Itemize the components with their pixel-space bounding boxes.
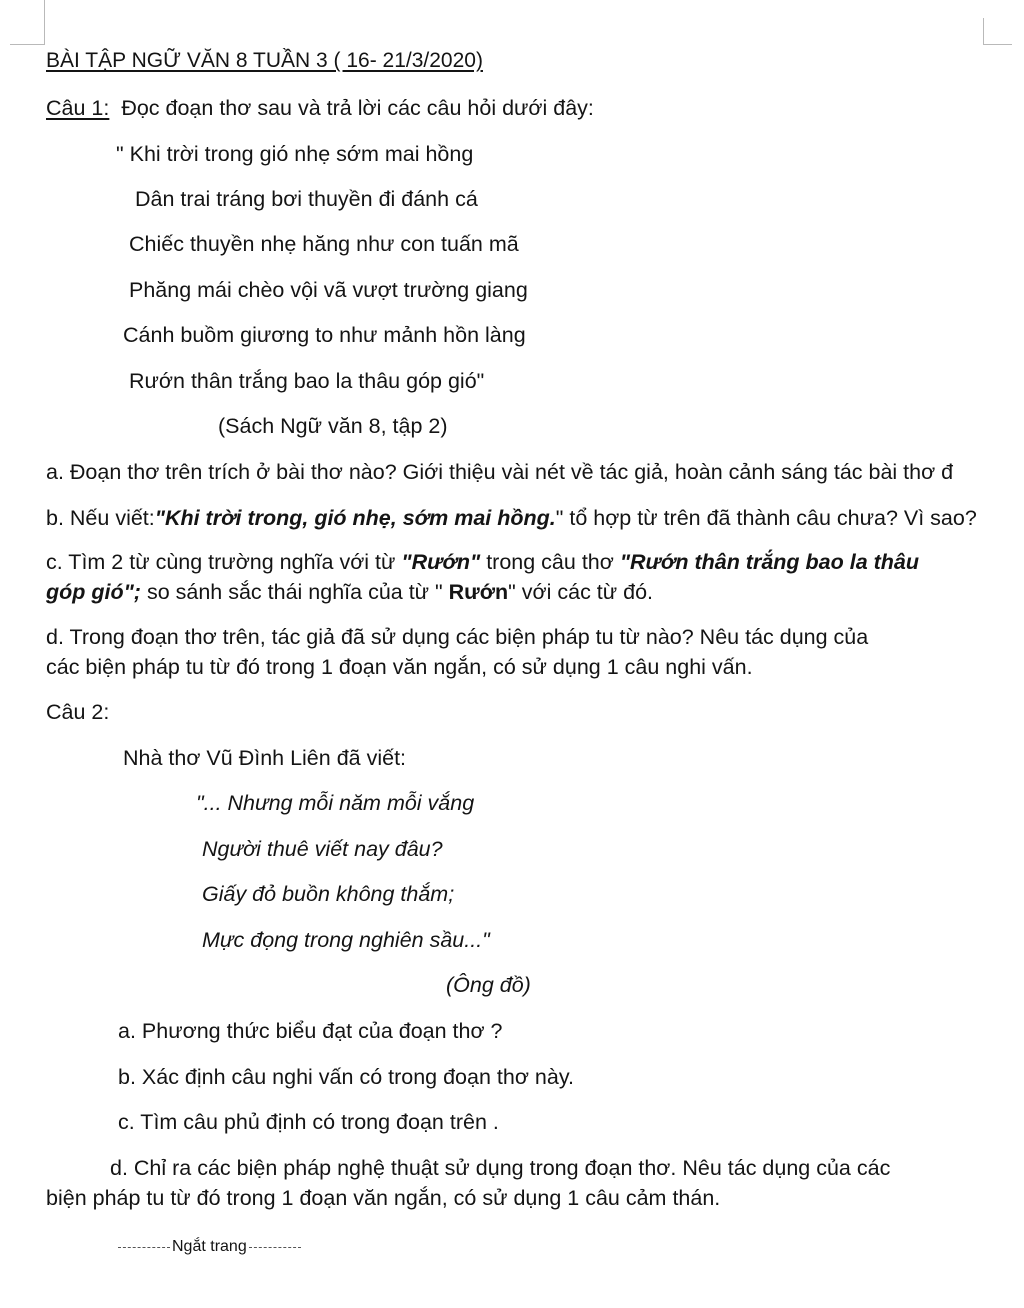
question-1-part-a: a. Đoạn thơ trên trích ở bài thơ nào? Giới thiệu vài nét về tác giả, hoàn cảnh sáng tác bài thơ đ <box>46 460 954 484</box>
poem-1-source: (Sách Ngữ văn 8, tập 2) <box>218 414 448 438</box>
part-c-line2-mid: so sánh sắc thái nghĩa của từ " <box>140 580 449 604</box>
poem-2-line-4: Mực đọng trong nghiên sầu..." <box>202 928 490 952</box>
question-1-label: Câu 1: <box>46 96 110 120</box>
poem-1-line-3: Chiếc thuyền nhẹ hăng như con tuấn mã <box>129 232 519 256</box>
question-2-label: Câu 2: <box>46 700 110 724</box>
poem-2-line-2: Người thuê viết nay đâu? <box>202 837 443 861</box>
poem-2-source: (Ông đồ) <box>446 973 531 997</box>
part-b-prefix: b. Nếu viết: <box>46 506 155 530</box>
question-1-part-d-line-2: các biện pháp tu từ đó trong 1 đoạn văn ngắn, có sử dụng 1 câu nghi vấn. <box>46 655 753 679</box>
question-2-part-d-line-1: d. Chỉ ra các biện pháp nghệ thuật sử dụng trong đoạn thơ. Nêu tác dụng của các <box>110 1156 891 1180</box>
page-break-dots-left <box>118 1247 170 1248</box>
question-1-header <box>46 94 594 122</box>
crop-mark-top-right <box>983 18 1012 45</box>
poem-2-line-1: "... Nhưng mỗi năm mỗi vắng <box>196 791 475 815</box>
question-1-part-c-line-1 <box>46 548 919 576</box>
part-b-suffix: " tổ hợp từ trên đã thành câu chưa? Vì sao? <box>555 506 977 530</box>
part-c-quote-2: góp gió"; <box>46 580 141 604</box>
question-2-part-d-line-2: biện pháp tu từ đó trong 1 đoạn văn ngắn, có sử dụng 1 câu cảm thán. <box>46 1186 721 1210</box>
poem-1-line-1: " Khi trời trong gió nhẹ sớm mai hồng <box>116 142 474 166</box>
part-b-quote: "Khi trời trong, gió nhẹ, sớm mai hồng. <box>154 506 556 530</box>
question-2-part-b: b. Xác định câu nghi vấn có trong đoạn thơ này. <box>118 1065 574 1089</box>
poem-1-line-6: Rướn thân trắng bao la thâu góp gió" <box>129 369 485 393</box>
part-c-line2-end: " với các từ đó. <box>508 580 654 604</box>
page-break-dots-right <box>249 1247 301 1248</box>
page-break-marker <box>118 1237 301 1257</box>
poem-1-line-4: Phăng mái chèo vội vã vượt trường giang <box>129 278 528 302</box>
question-1-part-c-line-2 <box>46 578 653 606</box>
part-c-quote-1: "Rướn thân trắng bao la thâu <box>619 550 920 574</box>
question-1-intro: Đọc đoạn thơ sau và trả lời các câu hỏi dưới đây: <box>121 96 594 120</box>
part-c-middle: trong câu thơ <box>480 550 620 574</box>
question-1-part-b <box>46 504 977 532</box>
document-title: BÀI TẬP NGỮ VĂN 8 TUẦN 3 ( 16- 21/3/2020) <box>46 49 483 72</box>
part-c-word: "Rướn" <box>401 550 481 574</box>
crop-mark-top-left <box>10 0 45 45</box>
question-2-part-a: a. Phương thức biểu đạt của đoạn thơ ? <box>118 1019 503 1043</box>
question-1-part-d-line-1: d. Trong đoạn thơ trên, tác giả đã sử dụng các biện pháp tu từ nào? Nêu tác dụng của <box>46 625 869 649</box>
part-c-word-2: Rướn <box>448 580 509 604</box>
question-2-intro: Nhà thơ Vũ Đình Liên đã viết: <box>123 746 407 770</box>
part-c-prefix: c. Tìm 2 từ cùng trường nghĩa với từ <box>46 550 402 574</box>
poem-1-line-5: Cánh buồm giương to như mảnh hồn làng <box>123 323 526 347</box>
poem-2-line-3: Giấy đỏ buồn không thắm; <box>202 882 455 906</box>
question-2-part-c: c. Tìm câu phủ định có trong đoạn trên . <box>118 1110 499 1134</box>
page-break-label: Ngắt trang <box>172 1238 247 1255</box>
poem-1-line-2: Dân trai tráng bơi thuyền đi đánh cá <box>135 187 478 211</box>
